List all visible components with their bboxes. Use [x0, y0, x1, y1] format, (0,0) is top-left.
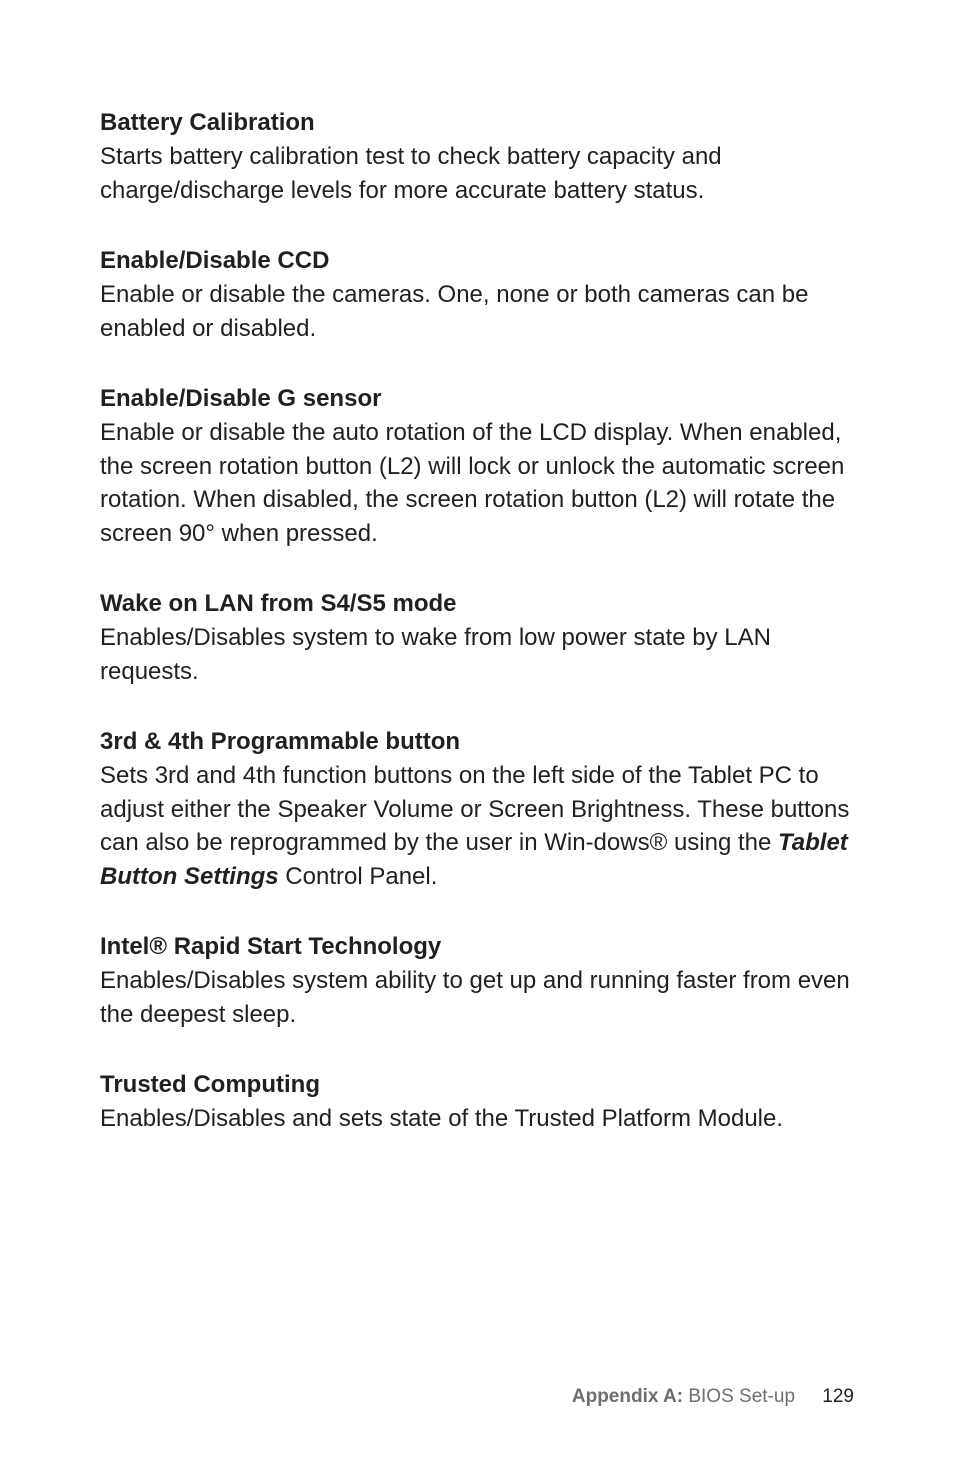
- section-heading: Wake on LAN from S4/S5 mode: [100, 590, 457, 617]
- section-heading: 3rd & 4th Programmable button: [100, 728, 461, 755]
- description-text-after: Control Panel.: [278, 862, 438, 890]
- tablet-button-settings-emphasis: Tablet Button Settings: [100, 829, 848, 890]
- section-battery-calibration: [100, 106, 860, 207]
- section-description: Enable or disable the auto rotation of the LCD display. When enabled, the screen rotation button (L2) will lock or unlock the automatic screen rotation. When disabled, the screen rotation button (L2) will rotate the screen 90° when pressed.: [100, 419, 845, 547]
- chapter-title: BIOS Set-up: [688, 1386, 796, 1407]
- section-description: Enables/Disables system ability to get up and running faster from even the deepest sleep.: [100, 967, 850, 1028]
- page-footer: [572, 1383, 854, 1411]
- section-heading: Enable/Disable CCD: [100, 247, 330, 274]
- page-content: [100, 106, 860, 1173]
- page-number: 129: [822, 1386, 854, 1407]
- section-heading: Trusted Computing: [100, 1071, 320, 1098]
- description-text-before: Sets 3rd and 4th function buttons on the left side of the Tablet PC to adjust either the Speaker Volume or Screen Brightness. These buttons can also be reprogrammed by the user in Win-dows® using the: [100, 762, 850, 856]
- section-description: [100, 759, 860, 893]
- section-description: Enable or disable the cameras. One, none or both cameras can be enabled or disabled.: [100, 281, 809, 342]
- section-heading: Battery Calibration: [100, 109, 315, 136]
- section-intel-rapid-start: [100, 930, 860, 1031]
- section-description: Enables/Disables and sets state of the Trusted Platform Module.: [100, 1105, 784, 1132]
- section-description: Enables/Disables system to wake from low power state by LAN requests.: [100, 624, 771, 685]
- section-enable-disable-ccd: [100, 244, 860, 345]
- section-heading: Enable/Disable G sensor: [100, 385, 382, 412]
- section-trusted-computing: [100, 1068, 860, 1136]
- section-wake-on-lan: [100, 587, 860, 688]
- section-description: Starts battery calibration test to check battery capacity and charge/discharge levels for more accurate battery status.: [100, 143, 722, 204]
- section-heading: Intel® Rapid Start Technology: [100, 933, 442, 960]
- section-programmable-button: [100, 725, 860, 893]
- section-enable-disable-g-sensor: [100, 382, 860, 550]
- appendix-label: Appendix A:: [571, 1386, 684, 1407]
